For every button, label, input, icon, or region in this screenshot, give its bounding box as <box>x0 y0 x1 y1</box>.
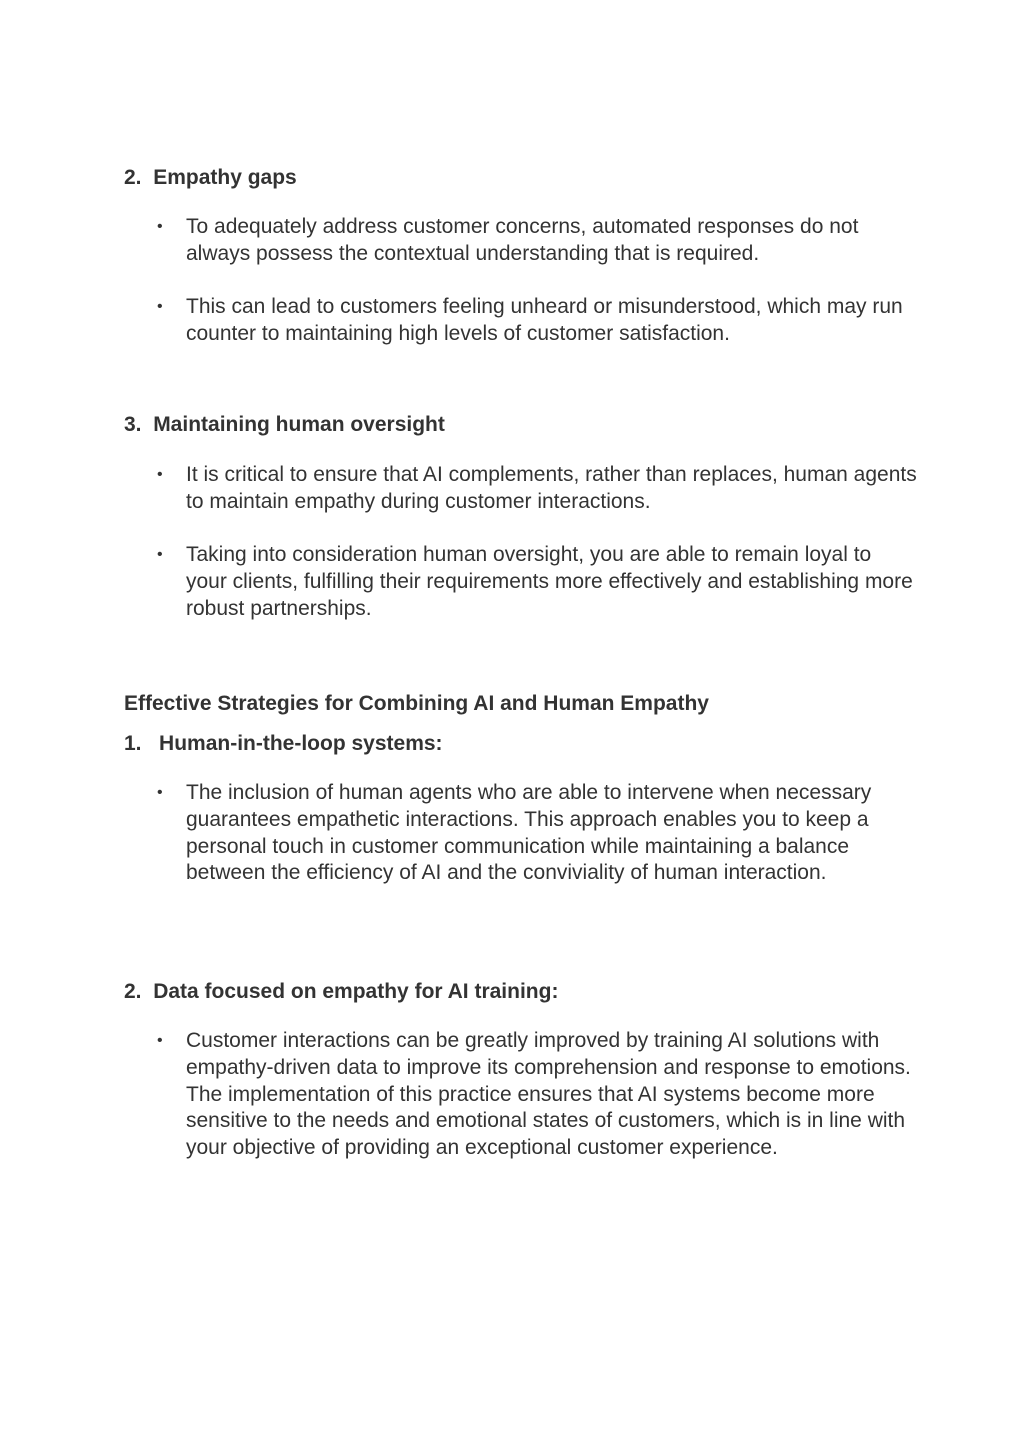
bullet-icon: • <box>157 218 163 235</box>
bullet-icon: • <box>157 298 163 315</box>
list-item-text: This can lead to customers feeling unheard or misunderstood, which may run counter to maintaining high levels of customer satisfaction. <box>186 295 903 345</box>
strategies-title: Effective Strategies for Combining AI and Human Empathy <box>124 692 709 715</box>
strategy-title: Data focused on empathy for AI training: <box>153 980 559 1003</box>
bullet-icon: • <box>157 466 163 483</box>
strategies-heading <box>124 691 709 717</box>
section-number: 2. <box>124 166 142 189</box>
strategy-heading-human-in-the-loop <box>124 731 443 757</box>
list-item-text: The inclusion of human agents who are able to intervene when necessary guarantees empathetic interactions. This approach enables you to keep a personal touch in customer communication while maintaining a balance between the efficiency of AI and the conviviality of human interaction. <box>186 781 872 885</box>
list-item-text: It is critical to ensure that AI complements, rather than replaces, human agents to maintain empathy during customer interactions. <box>186 463 917 513</box>
strategy-number: 2. <box>124 980 142 1003</box>
bullet-icon: • <box>157 784 163 801</box>
list-item <box>157 1028 917 1162</box>
section-heading-human-oversight <box>124 412 445 438</box>
list-item <box>157 462 917 516</box>
list-item-text: Customer interactions can be greatly improved by training AI solutions with empathy-driven data to improve its comprehension and response to emotions. The implementation of this practice ensures that AI systems become more sensitive to the needs and emotional states of customers, which is in line with your objective of providing an exceptional customer experience. <box>186 1029 911 1160</box>
strategy-heading-empathy-data <box>124 979 558 1005</box>
bullet-icon: • <box>157 546 163 563</box>
list-item-text: To adequately address customer concerns, automated responses do not always possess the contextual understanding that is required. <box>186 215 859 265</box>
section-heading-empathy-gaps <box>124 165 297 191</box>
list-item <box>157 542 917 622</box>
strategy-number: 1. <box>124 732 142 755</box>
list-item <box>157 294 917 348</box>
bullet-icon: • <box>157 1032 163 1049</box>
section-number: 3. <box>124 413 142 436</box>
section-title: Maintaining human oversight <box>153 413 445 436</box>
list-item <box>157 780 917 887</box>
strategy-title: Human-in-the-loop systems: <box>159 732 443 755</box>
list-item <box>157 214 917 268</box>
section-title: Empathy gaps <box>153 166 297 189</box>
list-item-text: Taking into consideration human oversight, you are able to remain loyal to your clients, fulfilling their requirements more effectively and establishing more robust partnerships. <box>186 543 913 620</box>
